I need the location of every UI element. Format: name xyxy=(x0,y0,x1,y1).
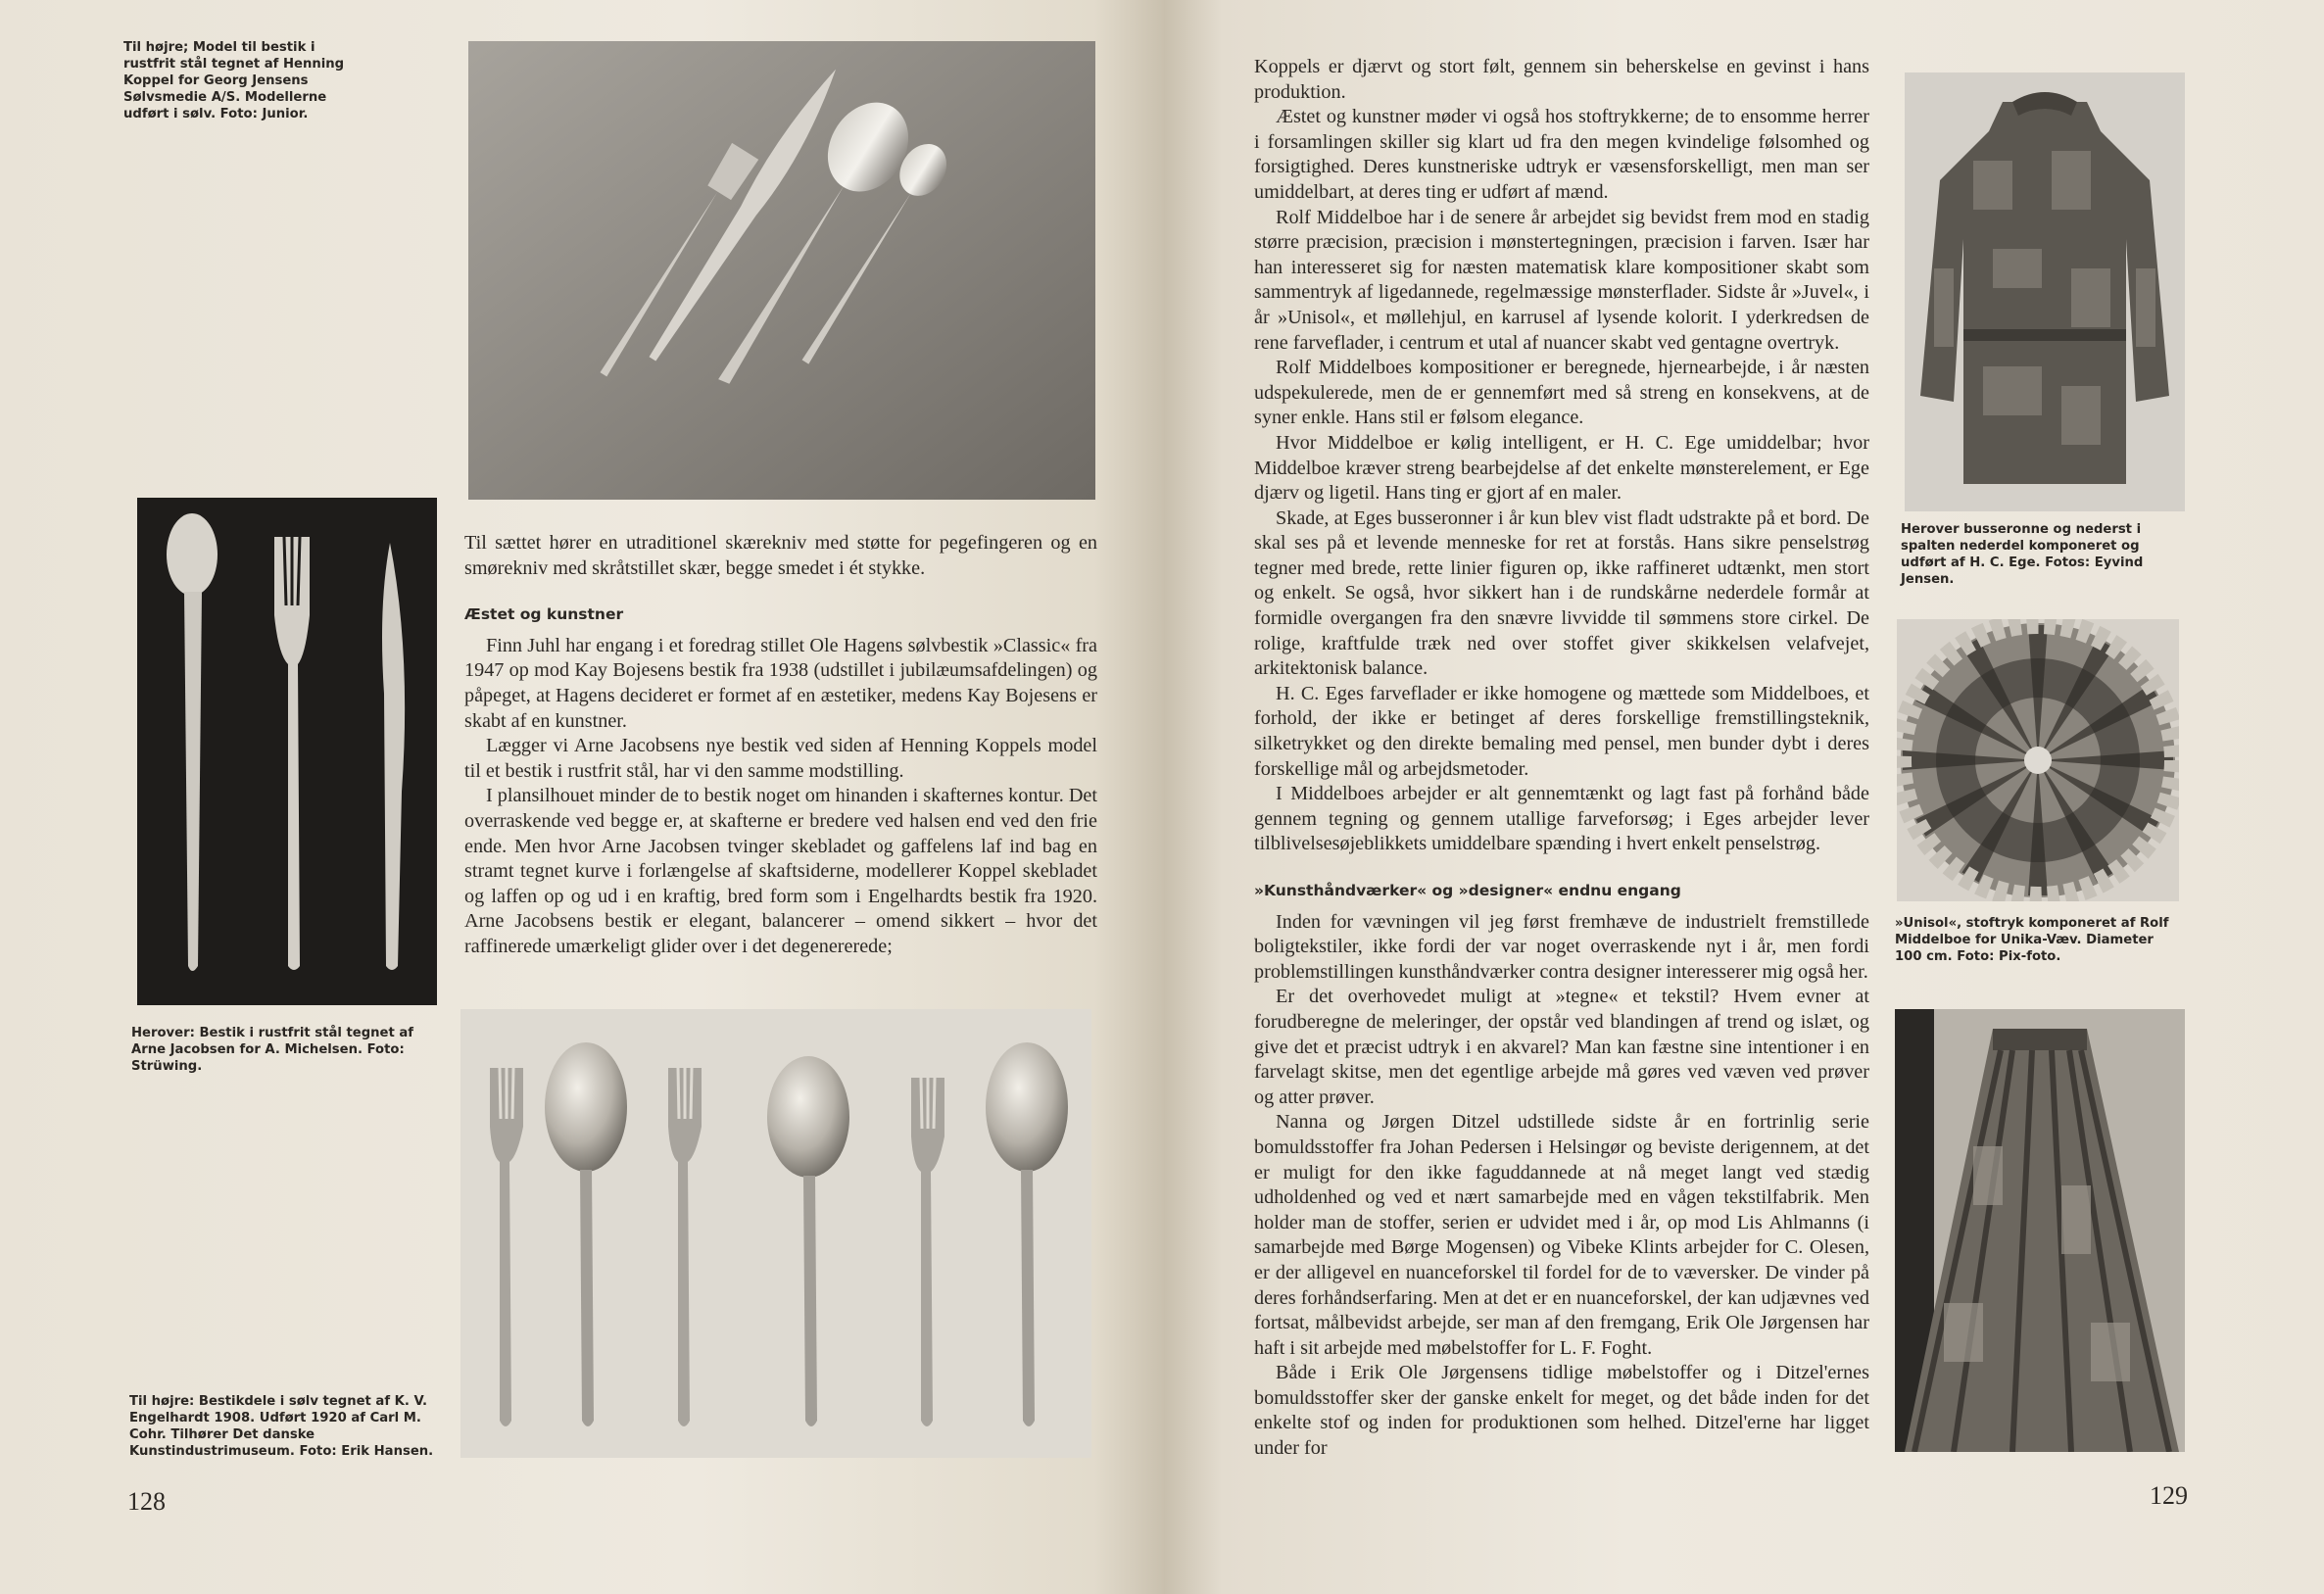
caption-engelhardt-cutlery: Til højre: Bestikdele i sølv tegnet af K. V. Engelhardt 1908. Udført 1920 af Carl M. Cohr. Tilhører Det danske Kunstindustrimuseum. Foto: Erik Hansen. xyxy=(129,1394,434,1459)
caption-unisol-textile: »Unisol«, stoftryk komponeret af Rolf Middelboe for Unika-Væv. Diameter 100 cm. Foto: Pix-foto. xyxy=(1895,916,2169,964)
paragraph: Lægger vi Arne Jacobsens nye bestik ved siden af Henning Koppels model til et bestik i rustfrit stål, har vi den samme modstilling. xyxy=(464,735,1097,782)
paragraph: Koppels er djærvt og stort følt, gennem sin beherskelse en gevinst i hans produktion. xyxy=(1254,56,1869,103)
section-heading-designer: »Kunsthåndværker« og »designer« endnu engang xyxy=(1254,882,1681,899)
paragraph: Inden for vævningen vil jeg først fremhæve de industrielt fremstillede boligtekstiler, ikke fordi der var noget overraskende nyt i år, men fordi problemstillingen kunsthåndværker contra designer interesserer mig også her. xyxy=(1254,910,1869,983)
page-number-left: 128 xyxy=(127,1487,166,1516)
caption-koppel-cutlery: Til højre; Model til bestik i rustfrit stål tegnet af Henning Koppel for Georg Jensens Sølvsmedie A/S. Modellerne udført i sølv. Foto: Junior. xyxy=(123,40,345,121)
caption-jacobsen-cutlery: Herover: Bestik i rustfrit stål tegnet af Arne Jacobsen for A. Michelsen. Foto: Strüwing. xyxy=(131,1026,414,1074)
paragraph: Skade, at Eges busseronner i år kun blev vist fladt udstrakte på et bord. De skal ses på et levende menneske for ret at forstås. Hans sikre penselstrøg tegner med brede, rette linier figuren op, ikke raffineret udtænkt, men stort og enkelt. Se også, hvor sikkert han i de rundskårne nederdele formår at formidle overgangen fra den snævre livvidde til sømmens store cirkel. De rolige, kraftfulde træk ned over stoffet giver skikkelsen velafvejet, arkitektonisk balance. xyxy=(1254,507,1869,680)
photo-ege-busseronne xyxy=(1905,72,2185,511)
photo-jacobsen-cutlery xyxy=(137,498,437,1005)
photo-unisol-textile xyxy=(1897,619,2179,901)
page-number-right: 129 xyxy=(2150,1481,2188,1510)
paragraph: Hvor Middelboe er kølig intelligent, er H. C. Ege umiddelbar; hvor Middelboe kræver streng bearbejdelse af det enkelte mønsterelement, er Ege djærv og ligetil. Hans ting er gjort af en maler. xyxy=(1254,431,1869,505)
right-page xyxy=(1164,0,2324,1594)
paragraph: Både i Erik Ole Jørgensens tidlige møbelstoffer og i Ditzel'ernes bomuldsstoffer sker der ganske enkelt for meget, og det både inden for det enkelte stof og inden for produktionen som helhed. Ditzel'erne har ligget under for xyxy=(1254,1362,1869,1460)
photo-ege-skirt xyxy=(1895,1009,2185,1452)
caption-ege-busseronne: Herover busseronne og nederst i spalten nederdel komponeret og udført af H. C. Ege. Fotos: Eyvind Jensen. xyxy=(1901,522,2144,587)
paragraph: Nanna og Jørgen Ditzel udstillede sidste år en fortrinlig serie bomuldsstoffer fra Johan Pedersen i Helsingør og beviste derigennem, at det er muligt for den ikke faguddannede at nå meget langt ved stædig udholdenhed og ved et nært samarbejde med en vågen tekstilfabrik. Men holder man de stoffer, serien er udvidet med i år, op mod Lis Ahlmanns (i samarbejde med Børge Mogensen) og Vibeke Klints arbejder for C. Olesen, er der alligevel en nuanceforskel til fordel for de to væversker. De vinder på deres forhåndserfaring. Men at det er en nuanceforskel, der kan udjævnes ved fortsat, målbevidst arbejde, ser man af den fremgang, Erik Ole Jørgensen har haft i sit arbejde med møbelstoffer for L. F. Foght. xyxy=(1254,1111,1869,1359)
paragraph: Rolf Middelboe har i de senere år arbejdet sig bevidst frem mod en stadig større præcision, præcision i mønstertegningen, præcision i farven. Især har han interesseret sig for næsten matematisk klare kompositioner skabt som sammentryk af ligedannede, regelmæssige mønsterflader. Sidste år »Juvel«, i år »Unisol«, et møllehjul, en karrusel af lysende kolorit. I yderkredsen de rene farveflader, i centrum et utal af nuancer skabt ved gentagne overtryk. xyxy=(1254,206,1869,354)
section-heading-aestet: Æstet og kunstner xyxy=(464,605,624,624)
paragraph: Er det overhovedet muligt at »tegne« et tekstil? Hvem evner at forudberegne de meleringer, der opstår ved blandingen af trend og islæt, og give det et præcist udtryk i en akvarel? Man kan fæstne sine intentioner i en farvelagt skitse, men det egentlige arbejde må gøres ved væven ved prøver og atter prøver. xyxy=(1254,986,1869,1108)
paragraph: Æstet og kunstner møder vi også hos stoftrykkerne; de to ensomme herrer i forsamlingen skiller sig klart ud fra den megen kvindelige følsomhed og forsigtighed. Deres kunstneriske udtryk er væsensforskelligt, men man ser umiddelbart, at deres ting er udført af mænd. xyxy=(1254,106,1869,203)
left-text-column xyxy=(464,531,1097,960)
photo-engelhardt-cutlery xyxy=(460,1009,1091,1458)
paragraph: I Middelboes arbejder er alt gennemtænkt og lagt fast på forhånd både gennem tegning og gennem utallige farveforsøg; i Eges arbejder lever tilblivelsesøjeblikkets umiddelbare spænding i hvert enkelt penselstrøg. xyxy=(1254,783,1869,855)
paragraph: Rolf Middelboes kompositioner er beregnede, hjernearbejde, i år næsten udspekulerede, men de er gennemført med så streng en konsekvens, at de syner enkle. Hans stil er følsom elegance. xyxy=(1254,357,1869,429)
photo-koppel-cutlery xyxy=(468,41,1095,500)
right-text-column xyxy=(1254,55,1869,1462)
paragraph: H. C. Eges farveflader er ikke homogene og mættede som Middelboes, et forhold, der ikke er betinget af deres forskellige fremstillingsteknik, silketrykket og den direkte bemaling med pensel, men bunder dybt i deres forskellige mål og arbejdsmetoder. xyxy=(1254,682,1869,780)
paragraph: I plansilhouet minder de to bestik noget om hinanden i skafternes kontur. Det overraskende ved begge er, at skafterne er bredere ved halsen end ved den frie ende. Men hvor Arne Jacobsen tvinger skebladet og gaffelens laf ind bag en stramt tegnet kurve i forlængelse af skaftsiderne, modellerer Koppel skebladet og laffen op og ud i en kraftig, bred form som i Engelhardts bestik fra 1920. Arne Jacobsens bestik er elegant, balancerer – omend sikkert – hvor det raffinerede umærkeligt glider over i det degenererede; xyxy=(464,785,1097,957)
paragraph: Finn Juhl har engang i et foredrag stillet Ole Hagens sølvbestik »Classic« fra 1947 op mod Kay Bojesens bestik fra 1938 (udstillet i jubilæumsafdelingen) og påpeget, at Hagens decideret er formet af en æstetiker, medens Kay Bojesens er skabt af en kunstner. xyxy=(464,634,1097,732)
intro-paragraph: Til sættet hører en utraditionel skærekniv med støtte for pegefingeren og en smørekniv med skråtstillet skær, begge smedet i ét stykke. xyxy=(464,532,1097,579)
